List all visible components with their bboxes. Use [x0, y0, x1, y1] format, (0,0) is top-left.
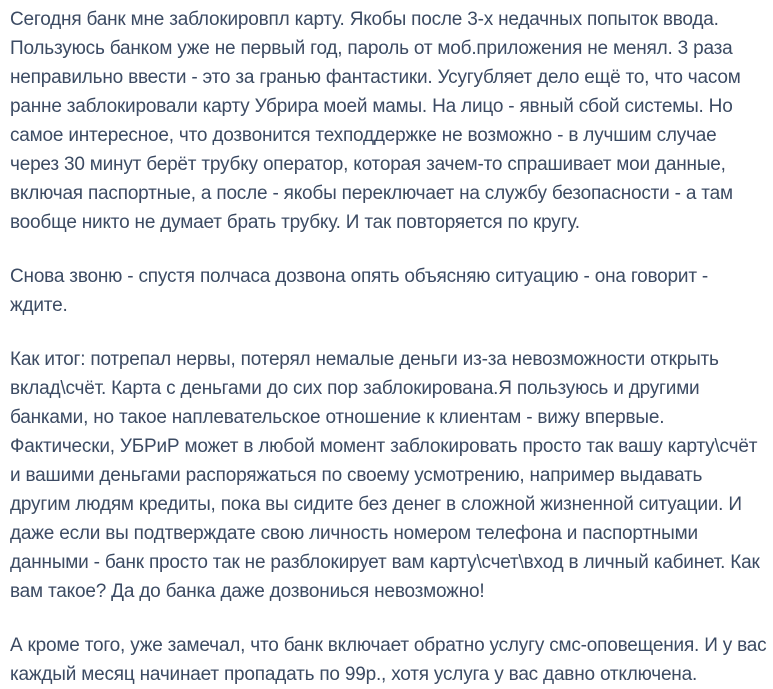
review-paragraph-2: Снова звоню - спустя полчаса дозвона опять объясняю ситуацию - она говорит - ждите. — [10, 266, 709, 316]
review-paragraph-4: А кроме того, уже замечал, что банк включает обратно услугу смс-оповещения. И у вас каждый месяц начинает пропадать по 99р., хотя услуга у вас давно отключена. — [10, 635, 767, 685]
review-paragraph-1: Сегодня банк мне заблокировпл карту. Якобы после 3-х недачных попыток ввода. Пользуюсь банком уже не первый год, пароль от моб.приложения не менял. 3 раза неправильно ввести - это за гранью фантастики. Усугубляет дело ещё то, что часом ранне заблокировали карту Убрира моей мамы. На лицо - явный сбой системы. Но самое интересное, что дозвонится техподдержке не возможно - в лучшим случае через 30 минут берёт трубку оператор, которая зачем-то спрашивает мои данные, включая паспортные, а после - якобы переключает на службу безопасности - а там вообще никто не думает брать трубку. И так повторяется по кругу. — [10, 9, 741, 233]
review-paragraph-3: Как итог: потрепал нервы, потерял немалые деньги из-за невозможности открыть вклад\счёт. Карта с деньгами до сих пор заблокирована.Я пользуюсь и другими банками, но такое наплевательское отношение к клиентам - вижу впервые. Фактически, УБРиР может в любой момент заблокировать просто так вашу карту\счёт и вашими деньгами распоряжаться по своему усмотрению, например выдавать другим людям кредиты, пока вы сидите без денег в сложной жизненной ситуации. И даже если вы подтверждате свою личность номером телефона и паспортными данными - банк просто так не разблокирует вам карту\счет\вход в личный кабинет. Как вам такое? Да до банка даже дозвониься невозможно! — [10, 349, 760, 602]
